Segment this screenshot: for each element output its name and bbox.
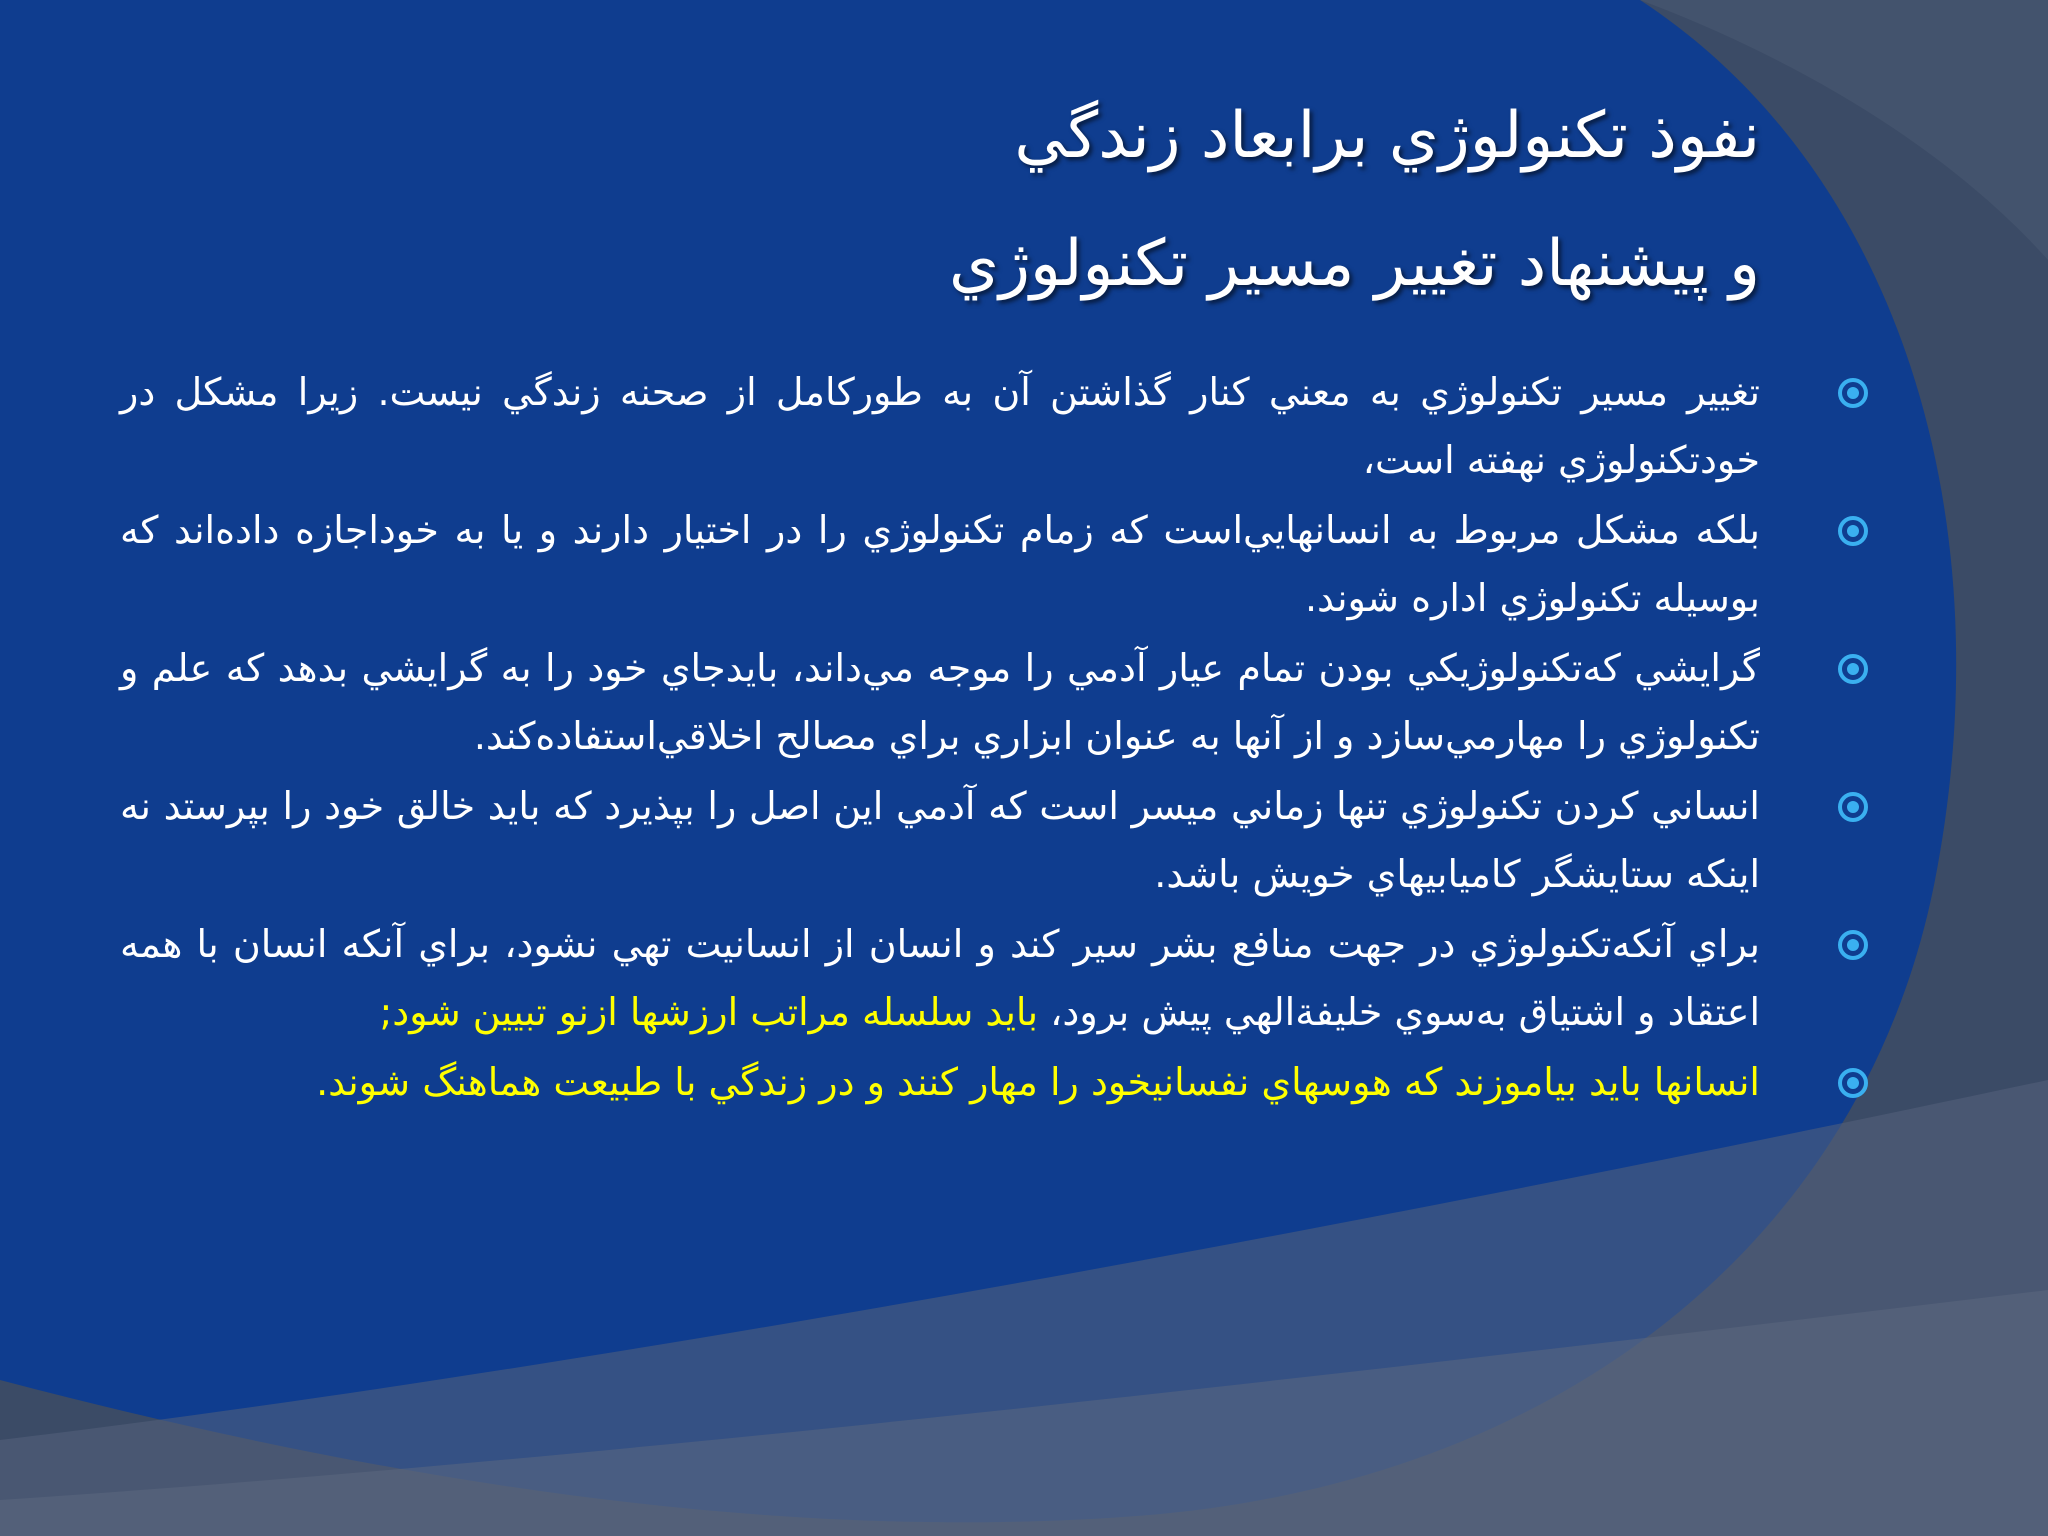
slide-title (460, 72, 1760, 328)
ring-dot-icon (1836, 928, 1870, 962)
ring-dot-icon (1836, 376, 1870, 410)
bullet-text: بلكه مشكل مربوط به انسانهاييﺍﺳﺖ كه زمام تكنولوژي را در اختيار دارند و يا به خوداجازه داده‌اند كه بوسيله تكنولوژي اداره شوند. (120, 508, 1760, 620)
bullet-item (120, 772, 1760, 908)
bullet-item (120, 358, 1760, 494)
ring-dot-icon (1836, 514, 1870, 548)
ring-dot-icon (1836, 652, 1870, 686)
ring-dot-icon (1836, 1066, 1870, 1100)
bullet-item (120, 910, 1760, 1046)
bullet-item (120, 496, 1760, 632)
bullet-text: براي آنكه‌تكنولوژي در جهت منافع بشر سير كند و انسان از انسانيت تهي نشود، براي آنكه انسان با همه اعتقاد و اشتياق به‌سوي خليفة‌الهي پيش برود، (120, 922, 1760, 1034)
bullet-text: انساني كردن تكنولوژي تنها زماني ميسر است كه آدمي اين اصل را بپذيرد كه بايد خالق خود را بپرستد نه اينكه ستايشگر كاميابيهاي خويش باشد. (120, 784, 1760, 896)
bullet-highlight-text: بايد سلسله مراتب ارزشها ازنو تبيين شود; (379, 990, 1051, 1034)
bullet-text: تغيير مسير تكنولوژي به معني كنار گذاشتن آن به طوركامل از صحنه زندگي نيست. زيرا مشكل در خودتكنولوژي نهفته است، (120, 370, 1760, 482)
bullet-item (120, 634, 1760, 770)
bullet-text: گرايشي كه‌تكنولوژيكي بودن تمام عيار آدمي را موجه مي‌داند، بايدجاي خود را به گرايشي بدهد كه علم و تكنولوژي را مهارمي‌سازد و از آنها به عنوان ابزاري براي مصالح اخلاقي‌استفاده‌كند. (120, 646, 1760, 758)
bullet-item (120, 1048, 1760, 1116)
bullet-highlight-text: انسانها بايد بياموزند كه هوسهاي نفسانيخود را مهار كنند و در زندگي با طبيعت هماهنگ شوند. (316, 1060, 1760, 1104)
bullet-list (120, 358, 1760, 1118)
ring-dot-icon (1836, 790, 1870, 824)
title-line-2: و پيشنهاد تغيير مسير تكنولوژي (948, 227, 1760, 301)
title-line-1: نفوذ تكنولوژي برابعاد زندگي (1014, 99, 1760, 173)
